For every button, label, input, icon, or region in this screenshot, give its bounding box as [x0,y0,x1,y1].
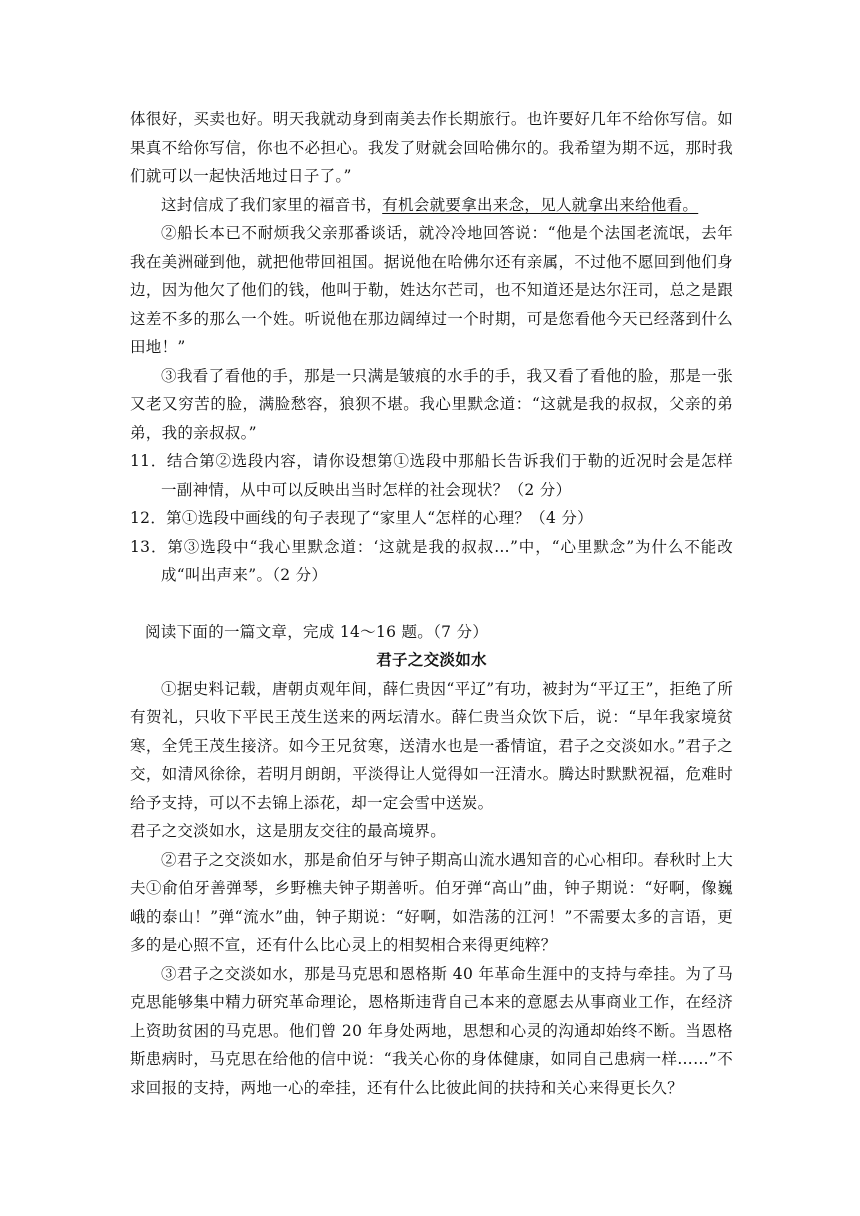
story-paragraph-gospel [130,191,733,220]
article-paragraph-1: ①据史料记载，唐朝贞观年间，薛仁贵因“平辽”有功，被封为“平辽王”，拒绝了所有贺礼，只收下平民王茂生送来的两坛清水。薛仁贵当众饮下后，说：“早年我家境贫寒，全凭王茂生接济。如今王兄贫寒，送清水也是一番情谊，君子之交淡如水。”君子之交，如清风徐徐，若明月朗朗，平淡得让人觉得如一汪清水。腾达时默默祝福，危难时给予支持，可以不去锦上添花，却一定会雪中送炭。 [130,679,733,812]
question-11: 11．结合第②选段内容，请你设想第①选段中那船长告诉我们于勒的近况时会是怎样一副神情，从中可以反映出当时怎样的社会现状？（2 分） [130,452,733,499]
article-paragraph-summary: 君子之交淡如水，这是朋友交往的最高境界。 [130,822,447,840]
story-paragraph-2: ②船长本已不耐烦我父亲那番谈话，就冷冷地回答说：“他是个法国老流氓，去年我在美洲碰到他，就把他带回祖国。据说他在哈佛尔还有亲属，不过他不愿回到他们身边，因为他欠了他们的钱，他叫于勒，姓达尔芒司，也不知道还是达尔汪司，总之是跟这差不多的那么一个姓。听说他在那边阔绰过一个时期，可是您看他今天已经落到什么田地！” [130,224,733,356]
question-12: 12．第①选段中画线的句子表现了“家里人“怎样的心理？（4 分） [130,509,593,527]
section2-intro: 阅读下面的一篇文章，完成 14～16 题。（7 分） [145,622,489,641]
article-title: 君子之交淡如水 [376,651,487,669]
question-13: 13．第③选段中“我心里默念道：‘这就是我的叔叔…”中，“心里默念”为什么不能改成“叫出声来”。（2 分） [130,537,733,584]
gospel-lead-text: 这封信成了我们家里的福音书， [161,195,383,214]
underlined-sentence: 有机会就要拿出来念，见人就拿出来给他看。 [382,195,699,214]
document-page [130,105,733,1102]
article-paragraph-2: ②君子之交淡如水，那是俞伯牙与钟子期高山流水遇知音的心心相印。春秋时上大夫①俞伯牙善弹琴，乡野樵夫钟子期善听。伯牙弹“高山”曲，钟子期说：“好啊，像巍峨的泰山！”弹“流水”曲，钟子期说：“好啊，如浩荡的江河！”不需要太多的言语，更多的是心照不宣，还有什么比心灵上的相契相合来得更纯粹？ [130,850,733,954]
story-paragraph-3: ③我看了看他的手，那是一只满是皱痕的水手的手，我又看了看他的脸，那是一张又老又穷苦的脸，满脸愁容，狼狈不堪。我心里默念道：“这就是我的叔叔，父亲的弟弟，我的亲叔叔。” [130,366,733,442]
section-gap [130,590,733,618]
article-paragraph-3: ③君子之交淡如水，那是马克思和恩格斯 40 年革命生涯中的支持与牵挂。为了马克思能够集中精力研究革命理论，恩格斯违背自己本来的意愿去从事商业工作，在经济上资助贫困的马克思。他们曾 20 年身处两地，思想和心灵的沟通却始终不断。当恩格斯患病时，马克思在给他的信中说：“我关心你的身体健康，如同自己患病一样……”不求回报的支持，两地一心的牵挂，还有什么比彼此间的扶持和关心来得更长久？ [130,964,733,1097]
story-paragraph-continued: 体很好，买卖也好。明天我就动身到南美去作长期旅行。也许要好几年不给你写信。如果真不给你写信，你也不必担心。我发了财就会回哈佛尔的。我希望为期不远，那时我们就可以一起快活地过日子了。” [130,110,733,185]
